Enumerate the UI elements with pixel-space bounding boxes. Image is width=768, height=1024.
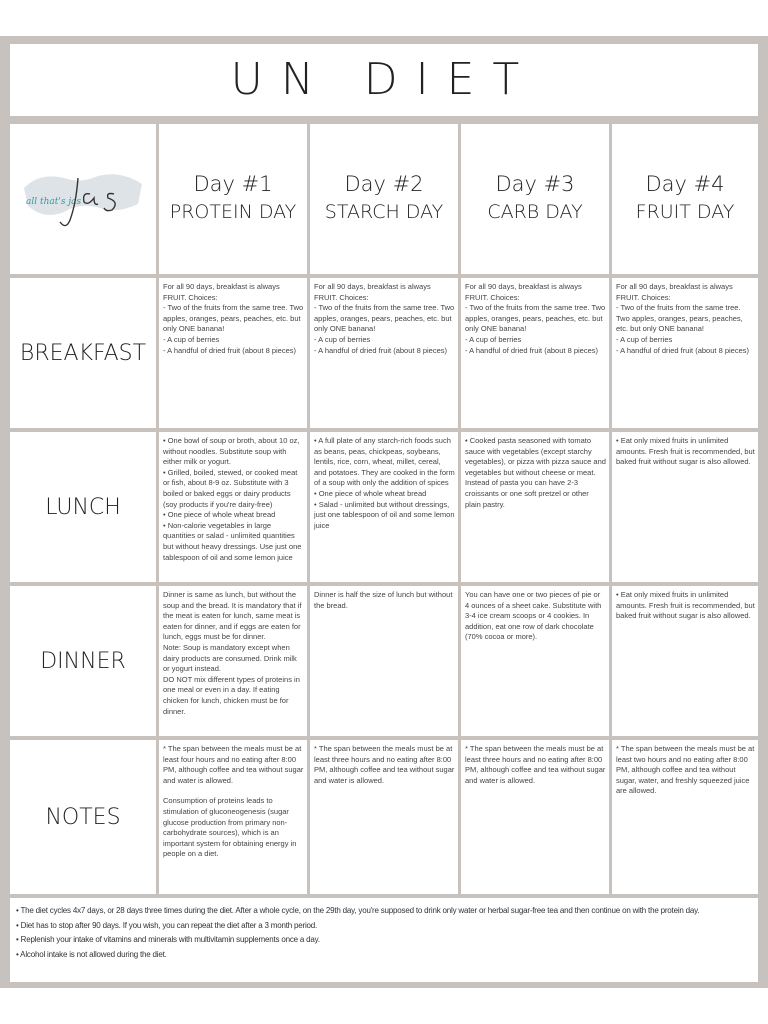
cell-text: - A cup of berries [616,334,673,344]
cell-text: • One bowl of soup or broth, about 10 oz, without noodles. Substitute soup with either milk or yogurt. [163,436,300,467]
cell-text: Consumption of proteins leads to stimulation of gluconeogenesis (sugar glucose production from primary non-carbohydrate sources), which is an important system for obtaining energy in people on a diet. [163,796,297,859]
day-header-4 [612,124,758,274]
cell-lunch-day2 [310,432,458,582]
diet-sheet [0,36,768,988]
cell-text: - A handful of dried fruit (about 8 pieces) [163,345,296,355]
cell-text: • Grilled, boiled, stewed, or cooked meat or fish, about 8-9 oz. Substitute with 3 boiled or baked eggs or dairy products (soy products if you're dairy-free) [163,467,298,509]
cell-text: - A cup of berries [314,334,371,344]
cell-text: For all 90 days, breakfast is always FRUIT. Choices: [314,282,431,302]
cell-lunch-day3 [461,432,609,582]
cell-lunch-day4 [612,432,758,582]
cell-text: - A cup of berries [465,334,522,344]
cell-text: - Two of the fruits from the same tree. Two apples, oranges, pears, peaches, etc. but only ONE banana! [616,303,743,334]
day-name: FRUIT DAY [635,201,735,223]
row-label-notes: NOTES [10,740,156,894]
cell-text: • Eat only mixed fruits in unlimited amounts. Fresh fruit is recommended, but baked fruit without sugar is also allowed. [616,436,755,467]
cell-text: - A cup of berries [163,334,220,344]
cell-text: • A full plate of any starch-rich foods such as beans, peas, chickpeas, soybeans, lentils, rice, corn, wheat, millet, cereal, and potatoes. They are cooked in the form of a soup with only the addition of spices [314,436,455,488]
footer-line: • Diet has to stop after 90 days. If you wish, you can repeat the diet after a 3 month period. [16,920,318,930]
row-label-lunch: LUNCH [10,432,156,582]
day-header-2 [310,124,458,274]
cell-dinner-day1 [159,586,307,736]
cell-text: • One piece of whole wheat bread [163,510,276,520]
footer-line: • The diet cycles 4x7 days, or 28 days three times during the diet. After a whole cycle, on the 29th day, you're supposed to drink only water or herbal sugar-free tea and then continue on with the protein day. [16,906,700,915]
cell-dinner-day4 [612,586,758,736]
cell-text: For all 90 days, breakfast is always FRUIT. Choices: [465,282,582,302]
cell-breakfast-day1 [159,278,307,428]
cell-dinner-day2 [310,586,458,736]
cell-text: For all 90 days, breakfast is always FRUIT. Choices: [163,282,280,302]
day-number: Day #1 [193,172,273,196]
cell-dinner-day3 [461,586,609,736]
cell-text: Note: Soup is mandatory except when dairy products are consumed. Drink milk or yogurt instead. [163,642,297,674]
cell-text: Dinner is half the size of lunch but without the bread. [314,590,453,610]
cell-text: - A handful of dried fruit (about 8 pieces) [616,345,749,355]
day-name: PROTEIN DAY [169,201,297,223]
cell-text: • One piece of whole wheat bread [314,488,427,498]
day-header-3 [461,124,609,274]
day-number: Day #3 [495,172,575,196]
cell-text: • Cooked pasta seasoned with tomato sauce with vegetables (except starchy vegetables), or pizza with pizza sauce and vegetables but without cheese or meat. Instead of pasta you can have 2-3 croissants or one soft pretzel or other plain pastry. [465,436,606,509]
brand-logo [20,164,148,234]
cell-breakfast-day2 [310,278,458,428]
cell-text: - A handful of dried fruit (about 8 pieces) [465,345,598,355]
cell-text: - A handful of dried fruit (about 8 pieces) [314,345,447,355]
footer-line: • Replenish your intake of vitamins and minerals with multivitamin supplements once a day. [16,935,320,944]
cell-notes-day4 [612,740,758,894]
title-box [10,44,758,116]
cell-text: DO NOT mix different types of proteins in one meal or even in a day. If eating chicken for lunch, chicken must be for dinner. [163,674,300,716]
cell-text: • Salad - unlimited but without dressings, just one tablespoon of oil and some lemon juice [314,499,455,530]
row-label-breakfast: BREAKFAST [10,278,156,428]
day-number: Day #4 [645,172,725,196]
cell-text: - Two of the fruits from the same tree. Two apples, oranges, pears, peaches, etc. but only ONE banana! [314,303,455,334]
cell-text: • Non-calorie vegetables in large quantities or salad - unlimited quantities but without heavy dressings. Use just one tablespoon of oil and some lemon juice [163,520,302,562]
cell-text: Dinner is same as lunch, but without the soup and the bread. It is mandatory that if the meat is eaten for lunch, same meat is eaten for dinner, and if eggs are eaten for lunch, eggs must be for dinner. [163,590,302,642]
footer-line: • Alcohol intake is not allowed during the diet. [16,949,167,959]
cell-text: * The span between the meals must be at least three hours and no eating after 8:00 PM, although coffee and tea without sugar and water is allowed. [465,744,606,785]
cell-text: For all 90 days, breakfast is always FRUIT. Choices: [616,282,733,302]
cell-text: * The span between the meals must be at least four hours and no eating after 8:00 PM, although coffee and tea without sugar and water is allowed. [163,744,304,785]
row-label-dinner: DINNER [10,586,156,736]
cell-lunch-day1 [159,432,307,582]
day-name: CARB DAY [487,201,583,223]
cell-text: • Eat only mixed fruits in unlimited amounts. Fresh fruit is recommended, but baked fruit without sugar is also allowed. [616,590,755,621]
cell-breakfast-day4 [612,278,758,428]
page-title: UN DIET [230,54,538,105]
cell-breakfast-day3 [461,278,609,428]
cell-text: * The span between the meals must be at least two hours and no eating after 8:00 PM, although coffee and tea without sugar, water, and freshly squeezed juice are allowed. [616,744,755,796]
cell-notes-day3 [461,740,609,894]
day-number: Day #2 [344,172,424,196]
logo-box [10,124,156,274]
day-header-1 [159,124,307,274]
cell-text: - Two of the fruits from the same tree. Two apples, oranges, pears, peaches, etc. but only ONE banana! [465,303,606,334]
logo-text: all that's jas [26,197,82,207]
cell-text: You can have one or two pieces of pie or 4 ounces of a sheet cake. Substitute with 3-4 ice cream scoops or 4 cookies. In addition, eat one row of dark chocolate (70% cocoa or more). [465,590,602,642]
cell-notes-day2 [310,740,458,894]
footer-notes [10,898,758,982]
day-name: STARCH DAY [324,201,444,223]
cell-text: * The span between the meals must be at least three hours and no eating after 8:00 PM, although coffee and tea without sugar and water is allowed. [314,744,455,785]
cell-notes-day1 [159,740,307,894]
cell-text: - Two of the fruits from the same tree. Two apples, oranges, pears, peaches, etc. but only ONE banana! [163,303,304,334]
